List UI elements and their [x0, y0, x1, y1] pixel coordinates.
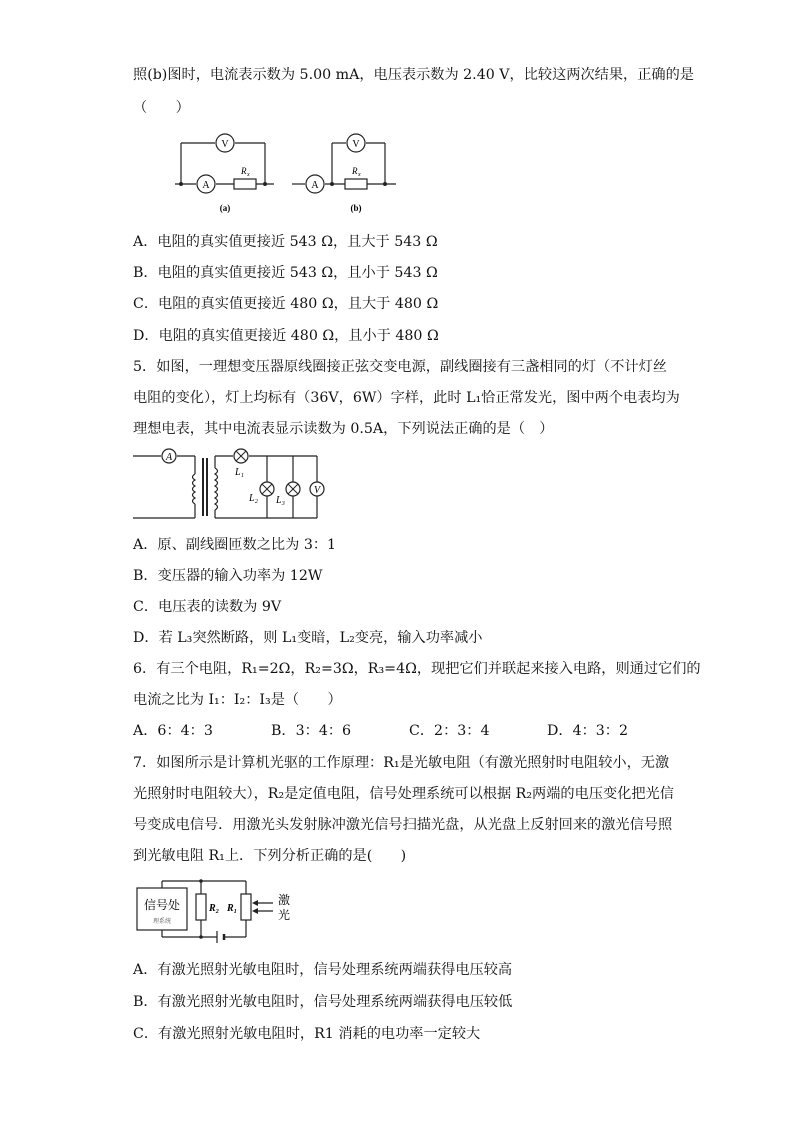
q7-r2-label: R₂ [209, 903, 220, 914]
q5-option-c: C．电压表的读数为 9V [133, 599, 282, 615]
q7-optical-drive-figure [133, 876, 303, 948]
q4b-resistor-label: R [352, 166, 358, 176]
q5-lamp-1 [234, 449, 248, 463]
svg-text:A: A [202, 180, 210, 191]
q5-lamp-3 [286, 482, 300, 496]
q7-laser-label-2: 光 [278, 908, 291, 922]
q4a-ammeter [197, 175, 215, 193]
q5-lamp-3-label: L₃ [276, 495, 286, 506]
q6-option-b: B．3：4：6 [271, 723, 352, 739]
q6-option-a: A．6：4：3 [133, 723, 213, 739]
q7-laser-label-1: 激 [278, 893, 291, 907]
q5-stem-line-2: 电阻的变化），灯上均标有（36V，6W）字样，此时 L₁恰正常发光，图中两个电表均为 [133, 390, 680, 406]
q7-stem-line-1: 7．如图所示是计算机光驱的工作原理：R₁是光敏电阻（有激光照射时电阻较小，无激 [133, 755, 670, 771]
q4-stem-line-2: （ ） [133, 100, 190, 116]
q5-ammeter [162, 449, 176, 463]
q5-stem-line-3: 理想电表，其中电流表显示读数为 0.5A，下列说法正确的是（ ） [133, 421, 554, 437]
q5-transformer-figure [133, 448, 323, 523]
q7-box-sublabel: 理系统 [152, 919, 172, 925]
q6-option-d: D．4：3：2 [547, 723, 629, 739]
q7-r1-label: R₁ [227, 903, 238, 914]
q4a-resistor-sub: x [247, 172, 250, 178]
q4a-resistor-label: R [241, 166, 247, 176]
svg-text:V: V [221, 139, 229, 150]
q4-option-b: B．电阻的真实值更接近 543 Ω，且小于 543 Ω [133, 265, 438, 281]
q6-option-c: C．2：3：4 [409, 723, 490, 739]
q7-resistor-r1 [241, 894, 251, 920]
q4-option-c: C．电阻的真实值更接近 480 Ω，且大于 480 Ω [133, 296, 439, 312]
q6-stem-line-1: 6．有三个电阻，R₁=2Ω，R₂=3Ω，R₃=4Ω，现把它们并联起来接入电路，则通过它们的 [133, 661, 701, 677]
svg-text:V: V [313, 485, 321, 496]
q4-caption-a: (a) [219, 203, 231, 213]
q5-option-a: A．原、副线圈匝数之比为 3：1 [133, 537, 337, 553]
q5-stem-line-1: 5．如图，一理想变压器原线圈接正弦交变电源，副线圈接有三盏相同的灯（不计灯丝 [133, 359, 667, 375]
q5-lamp-2 [260, 482, 274, 496]
q5-option-b: B．变压器的输入功率为 12W [133, 568, 323, 584]
q4b-ammeter [306, 175, 324, 193]
q7-stem-line-3: 号变成电信号．用激光头发射脉冲激光信号扫描光盘，从光盘上反射回来的激光信号照 [133, 817, 673, 833]
q7-resistor-r2 [196, 894, 206, 920]
svg-text:A: A [165, 452, 173, 463]
q5-option-d: D．若 L₃突然断路，则 L₁变暗，L₂变亮，输入功率减小 [133, 630, 483, 646]
q5-lamp-2-label: L₂ [249, 493, 259, 504]
q7-option-c: C．有激光照射光敏电阻时，R1 消耗的电功率一定较大 [133, 1026, 481, 1042]
svg-text:A: A [311, 180, 319, 191]
q7-stem-line-2: 光照射时电阻较大），R₂是定值电阻，信号处理系统可以根据 R₂两端的电压变化把光信 [133, 786, 674, 802]
q7-option-a: A．有激光照射光敏电阻时，信号处理系统两端获得电压较高 [133, 962, 513, 978]
q7-box-label: 信号处 [143, 898, 181, 912]
q4b-resistor-sub: x [358, 172, 361, 178]
q4-option-d: D．电阻的真实值更接近 480 Ω，且小于 480 Ω [133, 328, 439, 344]
q4-stem-line-1: 照(b)图时，电流表示数为 5.00 mA，电压表示数为 2.40 V，比较这两次结果，正确的是 [133, 67, 694, 83]
q4-option-a: A．电阻的真实值更接近 543 Ω，且大于 543 Ω [133, 234, 438, 250]
q4-caption-b: (b) [350, 203, 362, 213]
svg-text:V: V [352, 139, 360, 150]
q6-stem-line-2: 电流之比为 I₁：I₂：I₃是（ ） [133, 692, 342, 708]
q5-lamp-1-label: L₁ [235, 467, 245, 478]
q4b-voltmeter [347, 134, 365, 152]
q5-voltmeter [310, 482, 324, 496]
q7-stem-line-4: 到光敏电阻 R₁上．下列分析正确的是( ) [133, 848, 407, 864]
q4-circuit-figure [170, 128, 400, 223]
q7-option-b: B．有激光照射光敏电阻时，信号处理系统两端获得电压较低 [133, 994, 513, 1010]
q4a-voltmeter [216, 134, 234, 152]
